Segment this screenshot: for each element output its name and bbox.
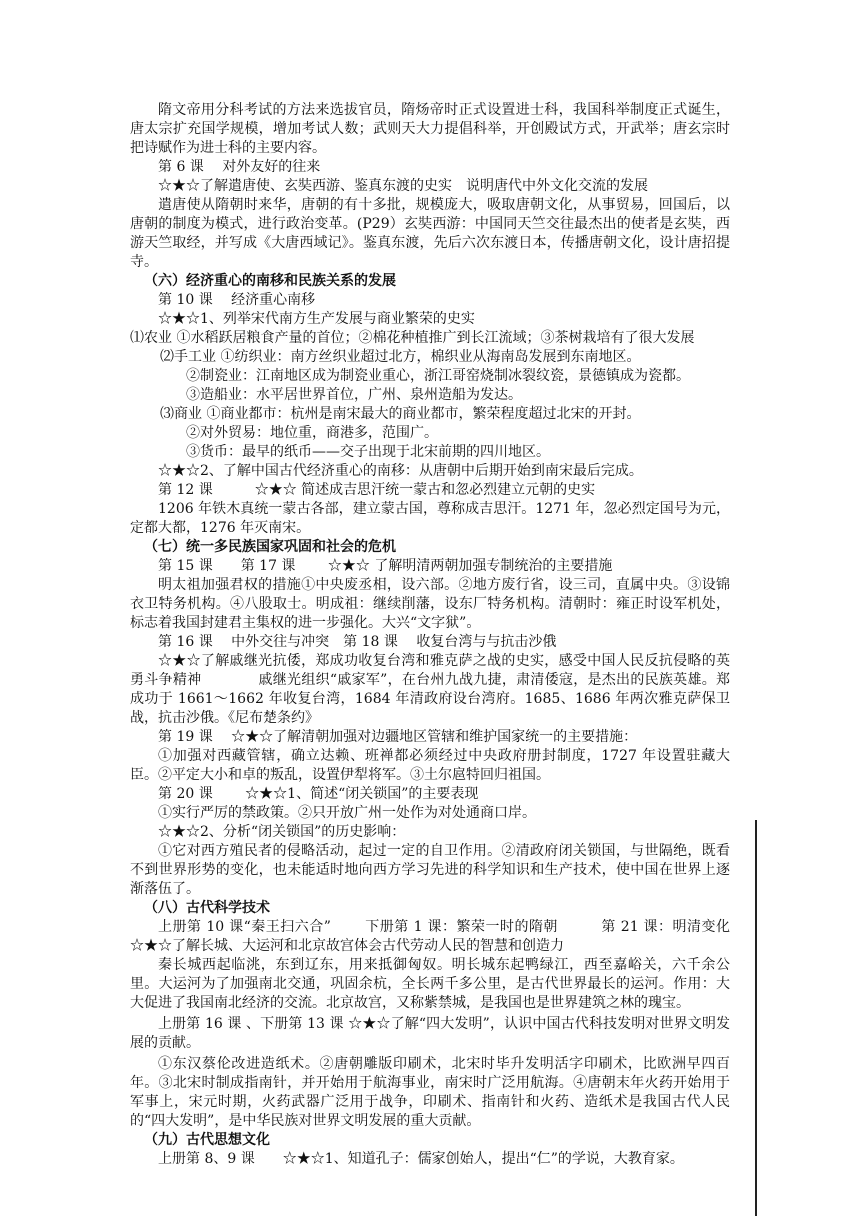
paragraph: 上册第 16 课 、下册第 13 课 ☆★☆了解“四大发明”，认识中国古代科技发明对世界文明发展的贡献。 [130,1016,730,1051]
paragraph: 第 19 课 ☆★☆了解清朝加强对边疆地区管辖和维护国家统一的主要措施： [158,729,638,745]
paragraph: ⑴农业 ①水稻跃居粮食产量的首位；②棉花种植推广到长江流域；③茶树栽培有了很大发展 [130,330,695,346]
section-heading: （七）统一多民族国家巩固和社会的危机 [144,539,396,555]
paragraph: 隋文帝用分科考试的方法来选拔官员，隋炀帝时正式设置进士科，我国科举制度正式诞生，唐太宗扩充国学规模，增加考试人数；武则天大力提倡科举，开创殿试方式，开武举；唐玄宗时把诗赋作为进士科的主要内容。 [130,102,730,156]
paragraph: ①东汉蔡伦改进造纸术。②唐朝雕版印刷术，北宋时毕升发明活字印刷术，比欧洲早四百年。③北宋时制成指南针，并开始用于航海事业，南宋时广泛用航海。④唐朝末年火药开始用于军事上，宋元时期，火药武器广泛用于战争，印刷术、指南针和火药、造纸术是我国古代人民的“四大发明”，是中华民族对世界文明发展的重大贡献。 [130,1056,730,1129]
paragraph: 上册第 10 课“秦王扫六合” 下册第 1 课：繁荣一时的隋朝 第 21 课：明清变化 ☆★☆了解长城、大运河和北京故宫体会古代劳动人民的智慧和创造力 [130,919,744,954]
document-body [130,101,744,1169]
paragraph: 第 15 课 第 17 课 ☆★☆ 了解明清两朝加强专制统治的主要措施 [158,558,613,574]
paragraph: ①它对西方殖民者的侵略活动，起过一定的自卫作用。②清政府闭关锁国，与世隔绝，既看不到世界形势的变化，也未能适时地向西方学习先进的科学知识和生产技术，使中国在世界上逐渐落伍了。 [130,843,730,897]
paragraph: 1206 年铁木真统一蒙古各部，建立蒙古国，尊称成吉思汗。1271 年，忽必烈定国号为元，定都大都，1276 年灭南宋。 [130,501,730,536]
paragraph: ③造船业：水平居世界首位，广州、泉州造船为发达。 [186,387,522,403]
paragraph: ②制瓷业：江南地区成为制瓷业重心，浙江哥窑烧制冰裂纹瓷，景德镇成为瓷都。 [186,368,690,384]
paragraph: 遣唐使从隋朝时来华，唐朝的有十多批，规模庞大，吸取唐朝文化，从事贸易，回国后，以唐朝的制度为模式，进行政治变革。(P29）玄奘西游：中国同天竺交往最杰出的使者是玄奘，西游天竺取经，并写成《大唐西域记》。鉴真东渡，先后六次东渡日本，传播唐朝文化，设计唐招提寺。 [130,197,730,270]
paragraph: ⑵手工业 ①纺织业：南方丝织业超过北方，棉织业从海南岛发展到东南地区。 [160,349,641,365]
paragraph: 第 12 课 ☆★☆ 简述成吉思汗统一蒙古和忽必烈建立元朝的史实 [158,482,596,498]
paragraph: ☆★☆2、了解中国古代经济重心的南移：从唐朝中后期开始到南宋最后完成。 [158,463,643,479]
paragraph: ⑶商业 ①商业都市：杭州是南宋最大的商业都市，繁荣程度超过北宋的开封。 [160,406,641,422]
margin-rule [755,820,757,1216]
paragraph: ②对外贸易：地位重，商港多，范围广。 [186,425,438,441]
paragraph: ☆★☆2、分析“闭关锁国”的历史影响： [158,824,406,840]
paragraph: 秦长城西起临洮，东到辽东，用来抵御匈奴。明长城东起鸭绿江，西至嘉峪关，六千余公里。大运河为了加强南北交通，巩固余杭，全长两千多公里，是古代世界最长的运河。作用：大大促进了我国南北经济的交流。北京故宫，又称紫禁城，是我国也是世界建筑之林的瑰宝。 [130,957,730,1011]
paragraph: 第 10 课 经济重心南移 [158,292,316,308]
paragraph: ☆★☆1、列举宋代南方生产发展与商业繁荣的史实 [158,311,475,327]
paragraph: ③货币：最早的纸币——交子出现于北宋前期的四川地区。 [186,444,550,460]
paragraph: ☆★☆了解遣唐使、玄奘西游、鉴真东渡的史实 说明唐代中外文化交流的发展 [158,178,648,194]
paragraph: 第 20 课 ☆★☆1、简述“闭关锁国”的主要表现 [158,786,479,802]
paragraph: 第 16 课 中外交往与冲突 第 18 课 收复台湾与与抗击沙俄 [158,634,557,650]
paragraph: ☆★☆了解戚继光抗倭，郑成功收复台湾和雅克萨之战的史实，感受中国人民反抗侵略的英勇斗争精神 戚继光组织“戚家军”，在台州九战九捷，肃清倭寇，是杰出的民族英雄。郑成功于 1661～1662 年收复台湾，1684 年清政府设台湾府。1685、1686 年两次雅克萨保卫战，抗击沙俄。《尼布楚条约》 [130,653,730,726]
paragraph: 明太祖加强君权的措施①中央废丞相，设六部。②地方废行省，设三司，直属中央。③设锦衣卫特务机构。④八股取士。明成祖：继续削藩，设东厂特务机构。清朝时：雍正时设军机处，标志着我国封建君主集权的进一步强化。大兴“文字狱”。 [130,577,730,631]
section-heading: （六）经济重心的南移和民族关系的发展 [144,273,396,289]
paragraph: 第 6 课 对外友好的往来 [158,159,321,175]
paragraph: ①加强对西藏管辖，确立达赖、班禅都必须经过中央政府册封制度，1727 年设置驻藏大臣。②平定大小和卓的叛乱，设置伊犁将军。③土尔扈特回归祖国。 [130,748,730,783]
paragraph: ①实行严厉的禁政策。②只开放广州一处作为对处通商口岸。 [158,805,536,821]
paragraph: 上册第 8、9 课 ☆★☆1、知道孔子：儒家创始人，提出“仁”的学说，大教育家。 [158,1151,684,1167]
section-heading: （八）古代科学技术 [144,900,270,916]
section-heading: （九）古代思想文化 [144,1132,270,1148]
